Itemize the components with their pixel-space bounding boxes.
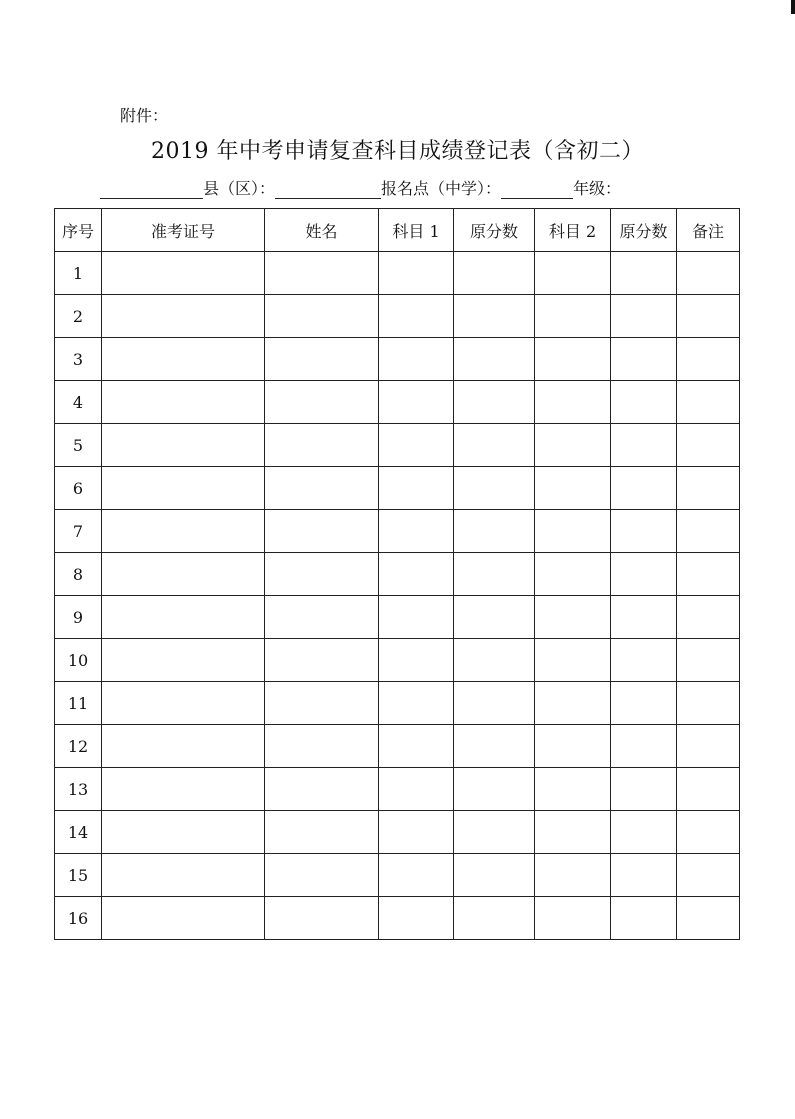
exam-id-cell[interactable] xyxy=(102,295,265,338)
original-score-1-cell[interactable] xyxy=(454,467,535,510)
remarks-cell[interactable] xyxy=(677,854,740,897)
original-score-2-cell[interactable] xyxy=(611,381,677,424)
row-number-cell: 3 xyxy=(55,338,102,381)
subject-1-cell[interactable] xyxy=(379,424,454,467)
original-score-1-cell[interactable] xyxy=(454,682,535,725)
remarks-cell[interactable] xyxy=(677,596,740,639)
original-score-1-cell[interactable] xyxy=(454,553,535,596)
row-number-cell: 16 xyxy=(55,897,102,940)
exam-id-cell[interactable] xyxy=(102,424,265,467)
subject-2-cell[interactable] xyxy=(535,467,611,510)
original-score-1-cell[interactable] xyxy=(454,854,535,897)
subject-1-cell[interactable] xyxy=(379,252,454,295)
name-cell[interactable] xyxy=(265,295,379,338)
exam-id-cell[interactable] xyxy=(102,338,265,381)
remarks-cell[interactable] xyxy=(677,682,740,725)
name-cell[interactable] xyxy=(265,768,379,811)
original-score-2-cell[interactable] xyxy=(611,596,677,639)
table-row xyxy=(55,510,740,553)
name-cell[interactable] xyxy=(265,897,379,940)
subject-2-cell[interactable] xyxy=(535,338,611,381)
row-number-cell: 15 xyxy=(55,854,102,897)
original-score-1-cell[interactable] xyxy=(454,768,535,811)
original-score-2-cell[interactable] xyxy=(611,854,677,897)
table-row xyxy=(55,811,740,854)
row-number-cell: 1 xyxy=(55,252,102,295)
original-score-2-cell[interactable] xyxy=(611,510,677,553)
name-cell[interactable] xyxy=(265,596,379,639)
exam-id-cell[interactable] xyxy=(102,252,265,295)
original-score-1-cell[interactable] xyxy=(454,897,535,940)
subject-2-cell[interactable] xyxy=(535,252,611,295)
exam-id-cell[interactable] xyxy=(102,596,265,639)
table-row xyxy=(55,725,740,768)
table-row xyxy=(55,768,740,811)
remarks-cell[interactable] xyxy=(677,424,740,467)
original-score-1-cell[interactable] xyxy=(454,510,535,553)
original-score-2-cell[interactable] xyxy=(611,682,677,725)
original-score-2-cell[interactable] xyxy=(611,295,677,338)
table-row xyxy=(55,381,740,424)
original-score-1-cell[interactable] xyxy=(454,381,535,424)
subject-2-cell[interactable] xyxy=(535,295,611,338)
original-score-1-cell[interactable] xyxy=(454,811,535,854)
row-number-cell: 7 xyxy=(55,510,102,553)
header-cell-subject-2: 科目 2 xyxy=(535,209,611,252)
grade-blank[interactable] xyxy=(501,181,573,199)
original-score-1-cell[interactable] xyxy=(454,295,535,338)
exam-id-cell[interactable] xyxy=(102,553,265,596)
subject-1-cell[interactable] xyxy=(379,639,454,682)
page-title: 2019 年中考申请复查科目成绩登记表（含初二） xyxy=(151,139,644,164)
subject-2-cell[interactable] xyxy=(535,682,611,725)
remarks-cell[interactable] xyxy=(677,510,740,553)
table-row xyxy=(55,424,740,467)
registration-table xyxy=(54,208,740,940)
exam-id-cell[interactable] xyxy=(102,811,265,854)
subject-1-cell[interactable] xyxy=(379,510,454,553)
remarks-cell[interactable] xyxy=(677,639,740,682)
header-cell-seq: 序号 xyxy=(55,209,102,252)
original-score-1-cell[interactable] xyxy=(454,338,535,381)
subject-2-cell[interactable] xyxy=(535,854,611,897)
site-label: 报名点（中学）： xyxy=(381,179,502,198)
subject-2-cell[interactable] xyxy=(535,768,611,811)
subject-2-cell[interactable] xyxy=(535,553,611,596)
grade-label: 年级： xyxy=(573,179,622,198)
exam-id-cell[interactable] xyxy=(102,639,265,682)
original-score-1-cell[interactable] xyxy=(454,424,535,467)
name-cell[interactable] xyxy=(265,424,379,467)
name-cell[interactable] xyxy=(265,510,379,553)
row-number-cell: 12 xyxy=(55,725,102,768)
subject-1-cell[interactable] xyxy=(379,768,454,811)
county-label: 县（区）： xyxy=(203,179,276,198)
subject-1-cell[interactable] xyxy=(379,897,454,940)
original-score-2-cell[interactable] xyxy=(611,725,677,768)
name-cell[interactable] xyxy=(265,338,379,381)
original-score-2-cell[interactable] xyxy=(611,252,677,295)
row-number-cell: 4 xyxy=(55,381,102,424)
original-score-2-cell[interactable] xyxy=(611,424,677,467)
subject-1-cell[interactable] xyxy=(379,725,454,768)
original-score-2-cell[interactable] xyxy=(611,811,677,854)
subject-1-cell[interactable] xyxy=(379,553,454,596)
remarks-cell[interactable] xyxy=(677,811,740,854)
row-number-cell: 8 xyxy=(55,553,102,596)
remarks-cell[interactable] xyxy=(677,295,740,338)
header-cell-remarks: 备注 xyxy=(677,209,740,252)
attachment-label: 附件： xyxy=(120,106,169,125)
table-row xyxy=(55,338,740,381)
info-line xyxy=(100,176,621,199)
remarks-cell[interactable] xyxy=(677,725,740,768)
name-cell[interactable] xyxy=(265,811,379,854)
subject-2-cell[interactable] xyxy=(535,510,611,553)
table-row xyxy=(55,639,740,682)
original-score-1-cell[interactable] xyxy=(454,596,535,639)
remarks-cell[interactable] xyxy=(677,768,740,811)
table-row xyxy=(55,596,740,639)
subject-2-cell[interactable] xyxy=(535,639,611,682)
exam-id-cell[interactable] xyxy=(102,854,265,897)
subject-2-cell[interactable] xyxy=(535,381,611,424)
subject-2-cell[interactable] xyxy=(535,596,611,639)
row-number-cell: 13 xyxy=(55,768,102,811)
original-score-1-cell[interactable] xyxy=(454,252,535,295)
scan-corner-mark xyxy=(791,0,795,14)
subject-2-cell[interactable] xyxy=(535,897,611,940)
subject-2-cell[interactable] xyxy=(535,725,611,768)
table-row xyxy=(55,682,740,725)
row-number-cell: 14 xyxy=(55,811,102,854)
exam-id-cell[interactable] xyxy=(102,768,265,811)
remarks-cell[interactable] xyxy=(677,553,740,596)
remarks-cell[interactable] xyxy=(677,338,740,381)
header-cell-original-score-1: 原分数 xyxy=(454,209,535,252)
site-blank[interactable] xyxy=(275,181,381,199)
exam-id-cell[interactable] xyxy=(102,897,265,940)
exam-id-cell[interactable] xyxy=(102,510,265,553)
row-number-cell: 11 xyxy=(55,682,102,725)
exam-id-cell[interactable] xyxy=(102,467,265,510)
subject-2-cell[interactable] xyxy=(535,811,611,854)
original-score-1-cell[interactable] xyxy=(454,639,535,682)
subject-1-cell[interactable] xyxy=(379,295,454,338)
remarks-cell[interactable] xyxy=(677,381,740,424)
table-row xyxy=(55,295,740,338)
exam-id-cell[interactable] xyxy=(102,682,265,725)
name-cell[interactable] xyxy=(265,854,379,897)
name-cell[interactable] xyxy=(265,639,379,682)
subject-1-cell[interactable] xyxy=(379,682,454,725)
name-cell[interactable] xyxy=(265,252,379,295)
header-cell-original-score-2: 原分数 xyxy=(611,209,677,252)
county-blank[interactable] xyxy=(100,181,203,199)
original-score-2-cell[interactable] xyxy=(611,639,677,682)
row-number-cell: 5 xyxy=(55,424,102,467)
row-number-cell: 10 xyxy=(55,639,102,682)
name-cell[interactable] xyxy=(265,725,379,768)
exam-id-cell[interactable] xyxy=(102,725,265,768)
header-cell-exam-id: 准考证号 xyxy=(102,209,265,252)
subject-1-cell[interactable] xyxy=(379,381,454,424)
subject-1-cell[interactable] xyxy=(379,338,454,381)
table-row xyxy=(55,854,740,897)
header-cell-subject-1: 科目 1 xyxy=(379,209,454,252)
subject-1-cell[interactable] xyxy=(379,854,454,897)
table-row xyxy=(55,553,740,596)
original-score-2-cell[interactable] xyxy=(611,897,677,940)
name-cell[interactable] xyxy=(265,553,379,596)
table-row xyxy=(55,897,740,940)
row-number-cell: 6 xyxy=(55,467,102,510)
row-number-cell: 9 xyxy=(55,596,102,639)
table-row xyxy=(55,467,740,510)
original-score-1-cell[interactable] xyxy=(454,725,535,768)
subject-2-cell[interactable] xyxy=(535,424,611,467)
subject-1-cell[interactable] xyxy=(379,811,454,854)
original-score-2-cell[interactable] xyxy=(611,553,677,596)
table-row xyxy=(55,252,740,295)
subject-1-cell[interactable] xyxy=(379,467,454,510)
header-row xyxy=(55,209,740,252)
row-number-cell: 2 xyxy=(55,295,102,338)
name-cell[interactable] xyxy=(265,467,379,510)
exam-id-cell[interactable] xyxy=(102,381,265,424)
original-score-2-cell[interactable] xyxy=(611,768,677,811)
remarks-cell[interactable] xyxy=(677,467,740,510)
name-cell[interactable] xyxy=(265,381,379,424)
remarks-cell[interactable] xyxy=(677,252,740,295)
header-cell-name: 姓名 xyxy=(265,209,379,252)
original-score-2-cell[interactable] xyxy=(611,338,677,381)
name-cell[interactable] xyxy=(265,682,379,725)
subject-1-cell[interactable] xyxy=(379,596,454,639)
remarks-cell[interactable] xyxy=(677,897,740,940)
original-score-2-cell[interactable] xyxy=(611,467,677,510)
